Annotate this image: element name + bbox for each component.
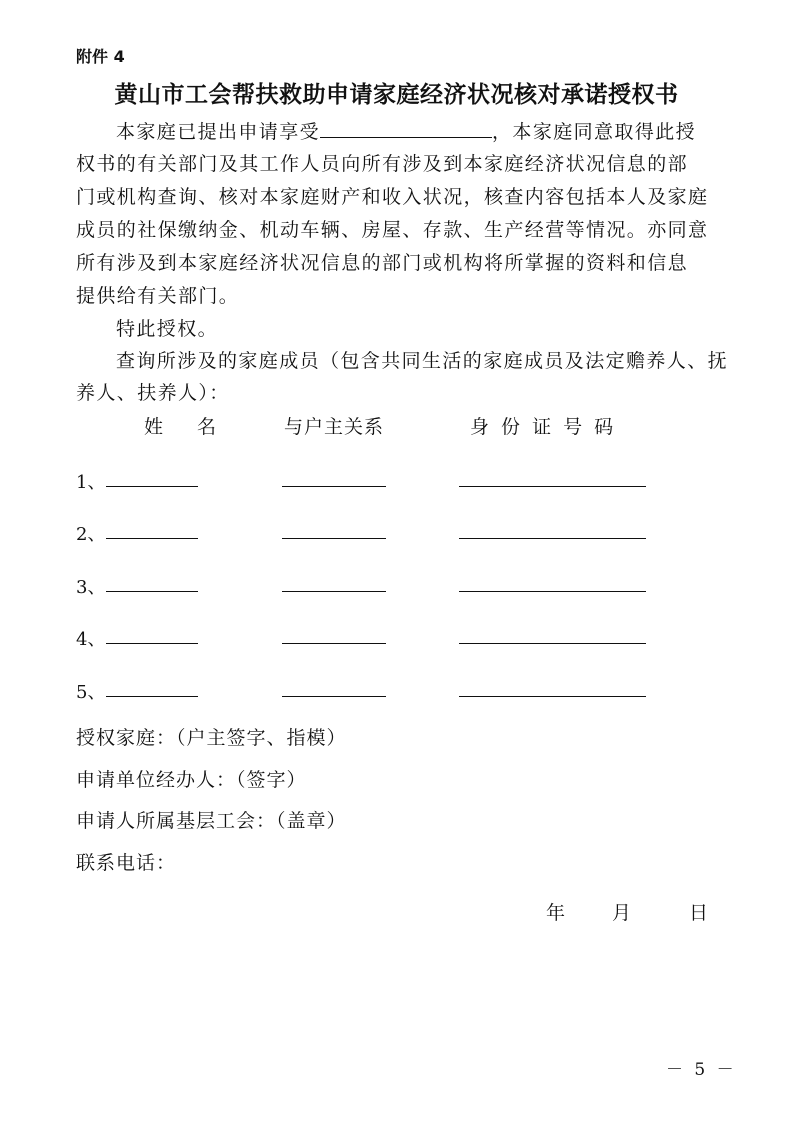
row-1-id-field[interactable] xyxy=(459,486,646,487)
row-3-id-field[interactable] xyxy=(459,591,646,592)
header-relationship: 与户主关系 xyxy=(284,416,385,438)
row-5-id-field[interactable] xyxy=(459,696,646,697)
row-2-id-field[interactable] xyxy=(459,538,646,539)
paragraph-1-line-1-before: 本家庭已提出申请享受 xyxy=(116,121,321,143)
paragraph-1-line-1-after: ，本家庭同意取得此授 xyxy=(492,121,697,143)
header-name: 姓 名 xyxy=(144,416,231,438)
contact-phone: 联系电话： xyxy=(76,852,177,874)
paragraph-1-line-5: 所有涉及到本家庭经济状况信息的部门或机构将所掌握的资料和信息 xyxy=(76,252,689,274)
paragraph-1-line-6: 提供给有关部门。 xyxy=(76,285,240,307)
row-2-name-field[interactable] xyxy=(106,538,198,539)
benefit-blank-field[interactable] xyxy=(320,117,492,138)
row-2-relationship-field[interactable] xyxy=(282,538,386,539)
date-day: 日 xyxy=(689,902,709,924)
row-1-relationship-field[interactable] xyxy=(282,486,386,487)
row-5-number: 5、 xyxy=(76,682,106,703)
paragraph-3-line-1: 查询所涉及的家庭成员（包含共同生活的家庭成员及法定赡养人、抚 xyxy=(116,350,729,372)
row-5-relationship-field[interactable] xyxy=(282,696,386,697)
page-number: － 5 － xyxy=(666,1060,737,1080)
paragraph-1-line-2: 权书的有关部门及其工作人员向所有涉及到本家庭经济状况信息的部 xyxy=(76,153,689,175)
attachment-label: 附件 4 xyxy=(76,47,125,66)
paragraph-1-line-3: 门或机构查询、核对本家庭财产和收入状况，核查内容包括本人及家庭 xyxy=(76,186,709,208)
row-3-name-field[interactable] xyxy=(106,591,198,592)
row-4-relationship-field[interactable] xyxy=(282,643,386,644)
row-4-number: 4、 xyxy=(76,629,106,650)
row-3-number: 3、 xyxy=(76,577,106,598)
row-5-name-field[interactable] xyxy=(106,696,198,697)
row-2-number: 2、 xyxy=(76,524,106,545)
authorizing-family-signature: 授权家庭：（户主签字、指模） xyxy=(76,727,347,749)
paragraph-1-line-1 xyxy=(116,117,696,147)
header-id-number: 身 份 证 号 码 xyxy=(470,416,617,438)
row-4-name-field[interactable] xyxy=(106,643,198,644)
document-title: 黄山市工会帮扶救助申请家庭经济状况核对承诺授权书 xyxy=(114,81,679,108)
row-4-id-field[interactable] xyxy=(459,643,646,644)
date-year: 年 xyxy=(546,902,566,924)
row-1-name-field[interactable] xyxy=(106,486,198,487)
paragraph-3-line-2: 养人、扶养人）： xyxy=(76,382,230,404)
paragraph-2: 特此授权。 xyxy=(116,318,219,340)
handler-signature: 申请单位经办人：（签字） xyxy=(76,769,307,791)
row-3-relationship-field[interactable] xyxy=(282,591,386,592)
date-month: 月 xyxy=(612,902,632,924)
union-seal: 申请人所属基层工会：（盖章） xyxy=(76,810,347,832)
paragraph-1-line-4: 成员的社保缴纳金、机动车辆、房屋、存款、生产经营等情况。亦同意 xyxy=(76,219,709,241)
row-1-number: 1、 xyxy=(76,472,106,493)
